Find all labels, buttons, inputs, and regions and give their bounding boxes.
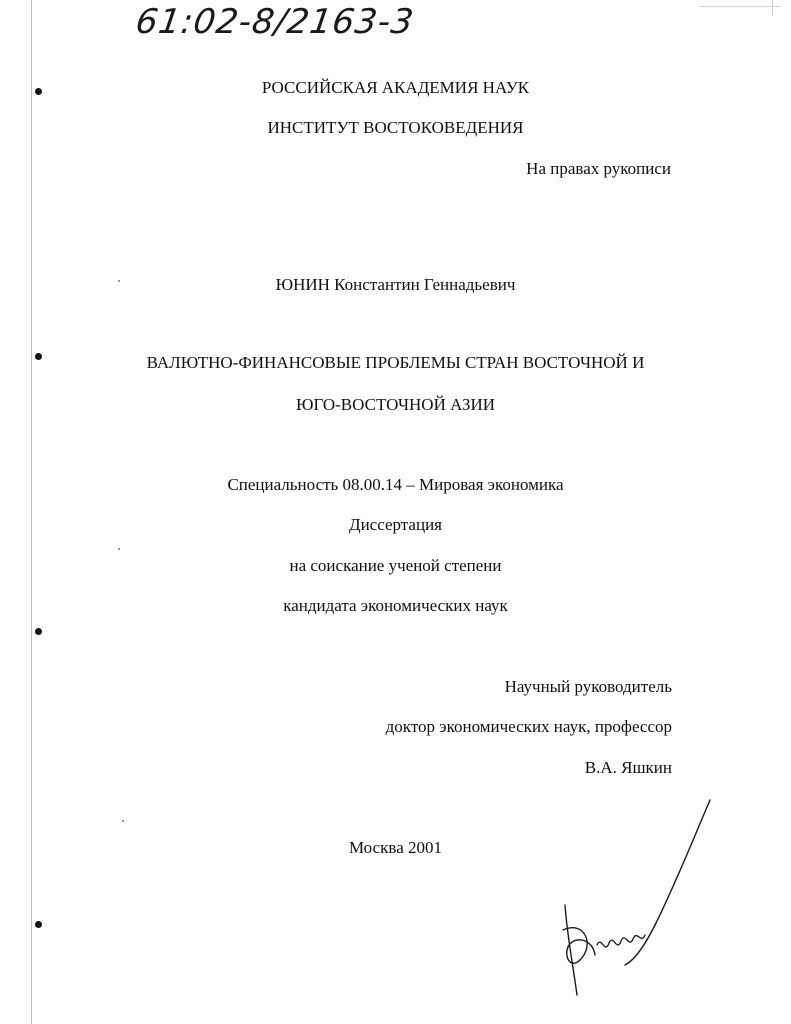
handwritten-signature: [555, 795, 725, 1005]
scan-edge-corner: [772, 0, 773, 16]
manuscript-note: На правах рукописи: [526, 159, 671, 178]
degree-line-2: кандидата экономических наук: [283, 596, 508, 615]
supervisor-name: В.А. Яшкин: [584, 758, 672, 777]
author-name: ЮНИН Константин Геннадьевич: [275, 275, 516, 294]
institute-name: ИНСТИТУТ ВОСТОКОВЕДЕНИЯ: [267, 118, 524, 137]
degree-line-1: на соискание ученой степени: [289, 556, 502, 575]
scan-edge-rule: [700, 6, 780, 7]
supervisor-label: Научный руководитель: [504, 677, 672, 696]
scan-speck: [118, 548, 120, 550]
handwritten-catalog-number: 61:02-8/2163-3: [133, 2, 417, 42]
specialty: Специальность 08.00.14 – Мировая экономика: [227, 475, 564, 494]
supervisor-credentials: доктор экономических наук, профессор: [385, 717, 672, 736]
academy-name: РОССИЙСКАЯ АКАДЕМИЯ НАУК: [261, 78, 530, 97]
city-year: Москва 2001: [348, 838, 443, 857]
thesis-title-line-2: ЮГО-ВОСТОЧНОЙ АЗИИ: [295, 395, 496, 414]
thesis-title-line-1: ВАЛЮТНО-ФИНАНСОВЫЕ ПРОБЛЕМЫ СТРАН ВОСТОЧНОЙ И: [146, 353, 645, 372]
document-type: Диссертация: [348, 515, 442, 534]
binding-hole-3: [35, 628, 42, 635]
scan-speck: [122, 820, 124, 822]
binding-hole-4: [35, 921, 42, 928]
binding-edge-line: [31, 0, 32, 1024]
